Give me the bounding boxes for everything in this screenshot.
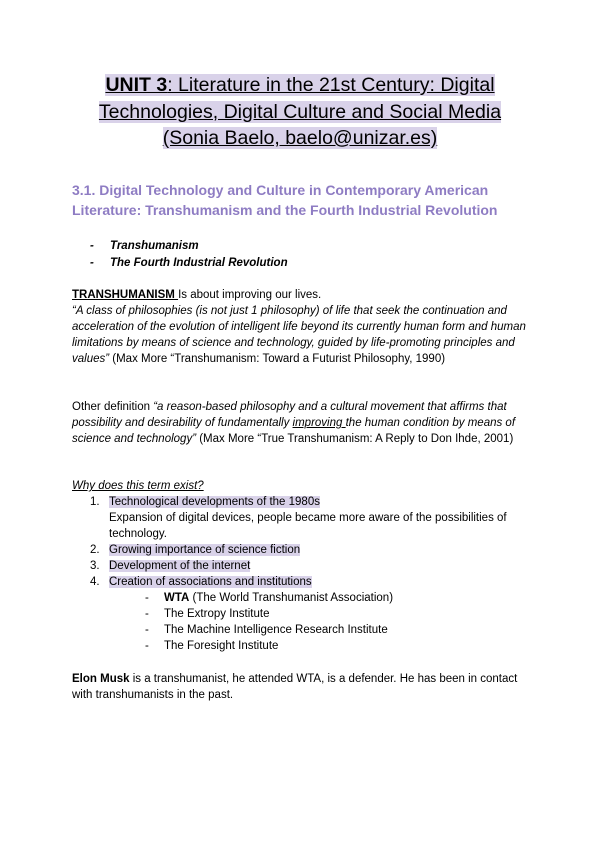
institution-text: (The World Transhumanist Association) xyxy=(189,592,394,604)
reason-item xyxy=(90,558,540,574)
reason-number: 1. xyxy=(90,496,100,508)
subtopic-item xyxy=(90,238,288,255)
reason-item xyxy=(90,574,540,654)
title-line-1-rest: : Literature in the 21st Century: Digital xyxy=(167,74,495,96)
reason-text: Creation of associations and institutions xyxy=(109,576,312,588)
institution-text: The Machine Intelligence Research Institute xyxy=(164,624,388,636)
institution-text: The Extropy Institute xyxy=(164,608,270,620)
transhumanism-citation: (Max More “Transhumanism: Toward a Futurist Philosophy, 1990) xyxy=(109,353,446,365)
other-definition-lead: Other definition xyxy=(72,401,154,413)
institution-item xyxy=(145,638,540,654)
reasons-list xyxy=(90,494,540,654)
reason-item xyxy=(90,542,540,558)
elon-musk-paragraph xyxy=(72,671,532,703)
why-question xyxy=(72,478,532,494)
unit-label: UNIT 3 xyxy=(105,74,168,96)
reason-text: Growing importance of science fiction xyxy=(109,544,301,556)
reason-text: Development of the internet xyxy=(109,560,251,572)
title-line-1 xyxy=(105,74,494,96)
institution-bullet: - xyxy=(145,592,149,604)
why-question-text: Why does this term exist? xyxy=(72,480,204,492)
elon-musk-name: Elon Musk xyxy=(72,673,130,685)
reason-item xyxy=(90,494,540,542)
elon-musk-text: is a transhumanist, he attended WTA, is a defender. He has been in contact with transhumanists in the past. xyxy=(72,673,518,701)
institution-list xyxy=(109,590,540,654)
transhumanism-quote: “A class of philosophies (is not just 1 philosophy) of life that seek the continuation and acceleration of the evolution of intelligent life beyond its currently human form and human limitations by means of science and technology, guided by life-promoting principles and values” xyxy=(72,305,526,365)
institution-bullet: - xyxy=(145,624,149,636)
reason-number: 4. xyxy=(90,576,100,588)
subtopic-text: The Fourth Industrial Revolution xyxy=(110,257,288,269)
title-line-3: (Sonia Baelo, baelo@unizar.es) xyxy=(162,127,438,149)
institution-text: The Foresight Institute xyxy=(164,640,279,652)
subtopic-bullet: - xyxy=(90,240,94,252)
reason-number: 2. xyxy=(90,544,100,556)
institution-bullet: - xyxy=(145,640,149,652)
transhumanism-definition xyxy=(72,287,532,367)
other-definition-citation: (Max More “True Transhumanism: A Reply to Don Ihde, 2001) xyxy=(196,433,514,445)
other-definition-quote-before: “a reason-based philosophy and a cultural movement that affirms that possibility and desirability of fundamentally xyxy=(72,401,507,429)
institution-item xyxy=(145,590,540,606)
institution-name: WTA xyxy=(164,592,190,604)
subtopic-text: Transhumanism xyxy=(110,240,199,252)
other-definition xyxy=(72,399,532,447)
subtopic-bullet: - xyxy=(90,257,94,269)
institution-item xyxy=(145,622,540,638)
subtopic-item xyxy=(90,255,288,272)
section-heading: 3.1. Digital Technology and Culture in Contemporary American Literature: Transhumanism and the Fourth Industrial Revolution xyxy=(72,182,498,218)
other-definition-quote-underlined: improving xyxy=(292,417,346,429)
transhumanism-intro: Is about improving our lives. xyxy=(178,289,322,301)
institution-bullet: - xyxy=(145,608,149,620)
reason-number: 3. xyxy=(90,560,100,572)
reason-text: Technological developments of the 1980s xyxy=(109,496,320,508)
transhumanism-term: TRANSHUMANISM xyxy=(72,289,179,301)
other-definition-quote-after: the human condition by means of science and technology” xyxy=(72,417,516,445)
reason-detail: Expansion of digital devices, people became more aware of the possibilities of technology. xyxy=(109,512,507,540)
subtopic-list xyxy=(90,238,288,272)
institution-item xyxy=(145,606,540,622)
title-line-2: Technologies, Digital Culture and Social Media xyxy=(98,100,502,123)
document-title xyxy=(40,72,560,152)
